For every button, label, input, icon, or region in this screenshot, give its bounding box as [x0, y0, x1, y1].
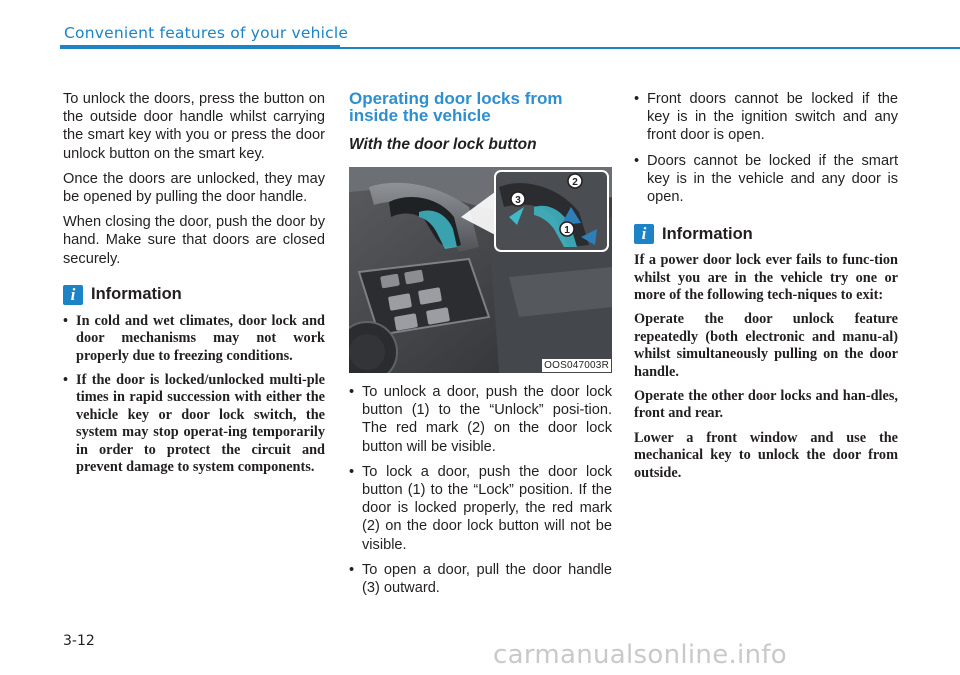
figure-code: OOS047003R [544, 360, 609, 371]
paragraph: If a power door lock ever fails to func-tion whilst you are in the vehicle try one or more of the following tech-niques to exit: [634, 252, 898, 304]
list-item: • To unlock a door, push the door lock button (1) to the “Unlock” posi-tion. The red mark (2) on the door lock button will be visible. [349, 383, 612, 456]
callout-2: 2 [572, 177, 578, 188]
door-lock-bullets [349, 383, 612, 597]
watermark: carmanualsonline.info [493, 640, 788, 670]
info-heading-label: Information [662, 224, 753, 243]
info-list [63, 313, 325, 477]
paragraph: Operate the door unlock feature repeatedly (both electronic and manu-al) whilst simultaneously pulling on the door handle. [634, 311, 898, 380]
column-2 [349, 90, 612, 604]
list-item: • If the door is locked/unlocked multi-ple times in rapid succession with either the vehicle key or door lock switch, the system may stop operat-ing temporarily in order to protect the circuit and prevent damage to system components. [63, 372, 325, 476]
paragraph: To unlock the doors, press the button on the outside door handle whilst carrying the smart key with you or press the door unlock button on the smart key. [63, 91, 325, 162]
callout-3: 3 [515, 195, 521, 206]
header-rule [340, 47, 960, 49]
list-item: • To open a door, pull the door handle (3) outward. [349, 561, 612, 597]
header-rule-accent [60, 45, 340, 49]
info-heading [63, 285, 325, 305]
paragraph: Operate the other door locks and han-dles, front and rear. [634, 388, 898, 422]
door-lock-figure [349, 167, 612, 373]
section-heading-line: Operating door locks from [349, 89, 563, 108]
list-item: • To lock a door, push the door lock button (1) to the “Lock” position. If the door is locked properly, the red mark (2) on the door lock button will not be visible. [349, 463, 612, 554]
door-panel-illustration [349, 167, 612, 373]
column-3 [634, 90, 898, 489]
section-heading-line: inside the vehicle [349, 106, 491, 125]
sub-heading: With the door lock button [349, 136, 537, 153]
paragraph: Lower a front window and use the mechanical key to unlock the door from outside. [634, 429, 898, 481]
list-item: • Front doors cannot be locked if the key is in the ignition switch and any front door is open. [634, 90, 898, 145]
section-header-title: Convenient features of your vehicle [64, 24, 349, 42]
info-icon: i [63, 285, 83, 305]
paragraph: When closing the door, push the door by hand. Make sure that doors are closed securely. [63, 214, 325, 267]
section-heading [349, 90, 612, 124]
paragraph: Once the doors are unlocked, they may be opened by pulling the door handle. [63, 170, 325, 206]
info-heading-label: Information [91, 285, 182, 304]
callout-1: 1 [564, 225, 570, 236]
lock-conditions-list [634, 90, 898, 206]
page-number: 3-12 [63, 633, 95, 649]
info-heading [634, 224, 898, 244]
list-item: • Doors cannot be locked if the smart key is in the vehicle and any door is open. [634, 152, 898, 207]
info-icon: i [634, 224, 654, 244]
column-1 [63, 90, 325, 483]
list-item: • In cold and wet climates, door lock and door mechanisms may not work properly due to freezing conditions. [63, 313, 325, 365]
